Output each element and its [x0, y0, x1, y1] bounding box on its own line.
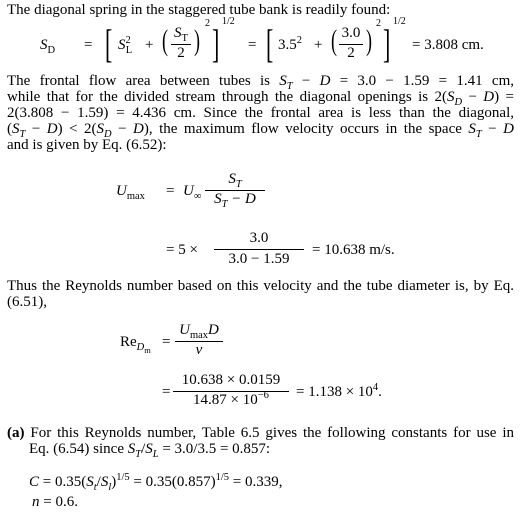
eq1-frac-num: $S_T$: [174, 25, 188, 44]
eq3-line2-den: $14.87 \times 10^{-6}$: [193, 390, 269, 408]
eq2-line2-result: = 10.638 m/s.: [312, 242, 395, 258]
eq1-lhs: $S_D$: [40, 37, 56, 56]
eq1-mid: $3.5^2$: [278, 35, 302, 53]
eq1-result: = 3.808 cm.: [412, 37, 484, 53]
eq1-equals-2: =: [248, 37, 257, 53]
eq2-u-infinity: $U_\infty$: [183, 183, 202, 202]
eq1-square-2: 2: [376, 18, 381, 29]
eq2-line2-num: 3.0: [249, 230, 269, 246]
p2-line-5: and is given by Eq. (6.52):: [7, 137, 167, 153]
eq3-line2-result: = $1.138 \times 10^4$.: [296, 382, 382, 400]
eq1-plus: +: [145, 37, 154, 53]
eq2-line2-den: 3.0 − 1.59: [228, 251, 290, 267]
p2-line-2: while that for the divided stream through the diagonal openings is $2(S_D - D)$ =: [7, 89, 514, 108]
eq1-right-bracket: ]: [211, 21, 220, 66]
eq3-num: $U_{max}D$: [179, 322, 219, 341]
p2-line-3: 2(3.808 − 1.59) = 4.436 cm. Since the frontal area is less than the diagonal,: [7, 105, 514, 121]
eq2-line2-prefix: = 5 ×: [166, 242, 198, 258]
eq1-outer-exponent-2: 1/2: [393, 16, 406, 27]
eq1-equals: =: [84, 37, 93, 53]
eq1-left-paren: (: [162, 24, 168, 57]
eq2-equals: =: [166, 183, 175, 199]
eq1-frac-den: 2: [177, 45, 185, 61]
eq3-line2-equals: =: [162, 384, 171, 400]
eq2-lhs: $U_{max}$: [116, 183, 145, 202]
intro-sentence: The diagonal spring in the staggered tube bank is readily found:: [7, 2, 391, 18]
eq1-plus-2: +: [314, 37, 323, 53]
eq3-lhs: $Re_{D_m}$: [120, 334, 151, 356]
eq1-outer-exponent: 1/2: [222, 16, 235, 27]
eq1-right-bracket-2: ]: [382, 21, 391, 66]
p2-line-4: $(S_T - D) < 2(S_D - D)$, the maximum flow velocity occurs in the space $S_T - D$: [7, 121, 514, 140]
eq3-line2-num: 10.638 × 0.0159: [181, 372, 281, 388]
eq1-right-paren: ): [194, 24, 200, 57]
p3-line-1: Thus the Reynolds number based on this velocity and the tube diameter is, by Eq.: [7, 278, 514, 294]
eq1-left-bracket-2: [: [265, 21, 274, 66]
p4-line-2: Eq. (6.54) since $S_T/S_L = 3.0/3.5 = 0.857$:: [29, 441, 271, 460]
eq4-n-line: n = 0.6.: [32, 494, 78, 510]
p4-line-1: (a) For this Reynolds number, Table 6.5 gives the following constants for use in: [7, 425, 514, 441]
eq1-term1: $S^2_L$: [118, 35, 133, 56]
p3-line-2: (6.51),: [7, 294, 47, 310]
eq1-left-paren-2: (: [331, 24, 337, 57]
eq1-frac2-den: 2: [347, 45, 355, 61]
p2-line-1: The frontal flow area between tubes is $S_T - D = 3.0 - 1.59 = 1.41$ cm,: [7, 73, 514, 92]
eq3-den: ν: [195, 342, 203, 358]
eq1-square: 2: [205, 18, 210, 29]
eq3-equals: =: [162, 334, 171, 350]
eq1-right-paren-2: ): [366, 24, 372, 57]
eq2-line2-bar: [214, 249, 304, 250]
eq1-frac2-num: 3.0: [341, 25, 361, 41]
eq1-left-bracket: [: [104, 21, 113, 66]
eq2-frac-den: $S_T - D$: [214, 191, 256, 210]
eq2-frac-num: $S_T$: [228, 171, 242, 190]
eq4-c-line: $C = 0.35(S_t/S_l)^{1/5} = 0.35(0.857)^{1/5} = 0.339$,: [29, 472, 283, 493]
